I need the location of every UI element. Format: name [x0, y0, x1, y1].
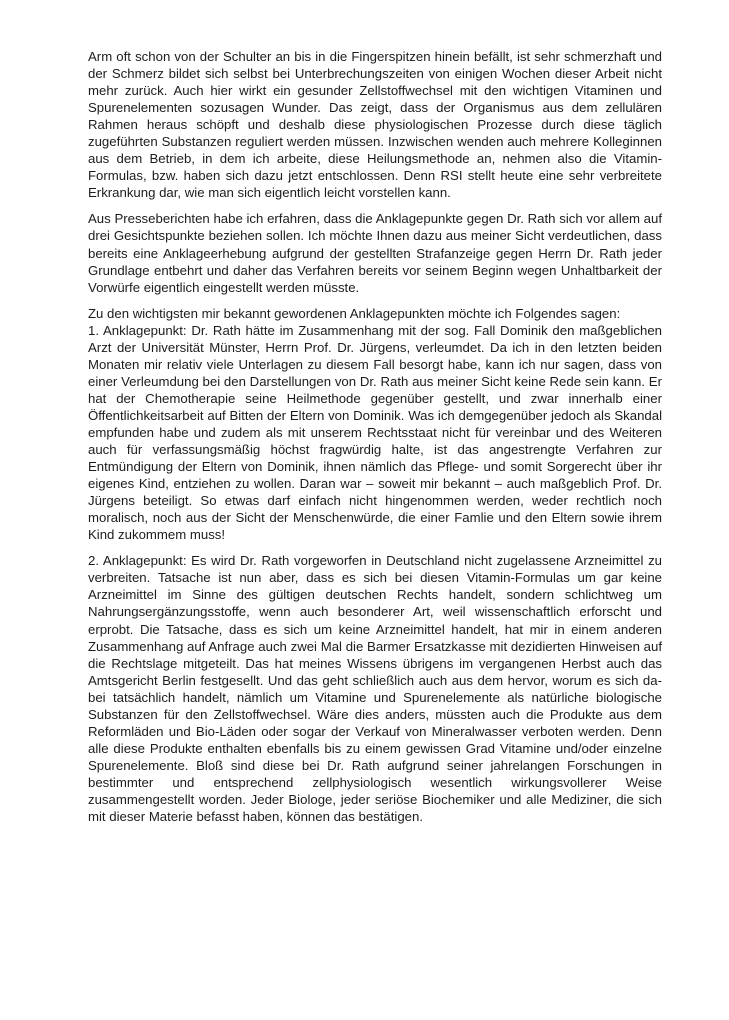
- paragraph-press-reports: Aus Presseberichten habe ich erfahren, dass die Anklagepunkte gegen Dr. Rath sich vor allem auf drei Gesichtspunkte beziehen sollen. Ich möchte Ihnen dazu aus meiner Sicht verdeutlichen, dass bereits eine Anklageerhebung aufgrund der gestellten Strafanzeige gegen Herrn Dr. Rath jeder Grundlage entbehrt und daher das Verfahren bereits vor seinem Beginn wegen Unhaltbarkeit der Vorwürfe eigentlich eingestellt werden müsste.: [88, 211, 662, 295]
- paragraph-charge-2: 2. Anklagepunkt: Es wird Dr. Rath vorgeworfen in Deutschland nicht zugelassene Arzneimittel zu verbreiten. Tatsache ist nun aber, dass es sich bei diesen Vitamin-Formulas um gar keine Arzneimittel im Sinne des gültigen deutschen Rechts handelt, sondern schlichtweg um Nahrungsergänzungsstoffe, wenn auch besonderer Art, weil wissenschaftlich erforscht und erprobt. Die Tatsache, dass es sich um keine Arzneimittel handelt, hat mir in einem anderen Zusammenhang auf Anfrage auch zwei Mal die Barmer Ersatzkasse mit dezidierten Hinweisen auf die Rechtslage mitgeteilt. Das hat meines Wissens übrigens im vergangenen Herbst auch das Amtsgericht Berlin festgesellt. Und das geht schließlich auch aus dem hervor, worum es sich dabei tatsächlich handelt, nämlich um Vitamine und Spurenelemente als natürliche biologische Substanzen für den Zellstoffwechsel. Wäre dies anders, müssten auch die Produkte aus dem Reformläden und Bio-Läden oder sogar der Verkauf von Mineralwasser verboten werden. Denn alle diese Produkte enthalten ebenfalls bis zu einem gewissen Grad Vitamine und/oder einzelne Spurenelemente. Bloß sind diese bei Dr. Rath aufgrund seiner jahrelangen Forschungen in bestimmter und entsprechend zellphysiologisch wesentlich wirkungsvollerer Weise zusammengestellt worden. Jeder Biologe, jeder seriöse Biochemiker und alle Mediziner, die sich mit dieser Materie befasst haben, können das bestätigen.: [88, 553, 662, 825]
- document-page: [88, 48, 662, 825]
- paragraph-rsi-symptoms: Arm oft schon von der Schulter an bis in die Fingerspitzen hinein befällt, ist sehr schmerzhaft und der Schmerz bildet sich selbst bei Unterbrechungszeiten von einigen Wochen dieser Arbeit nicht mehr zurück. Auch hier wirkt ein gesunder Zellstoffwechsel mit den wichtigen Vitaminen und Spurenelementen sozusagen Wunder. Das zeigt, dass der Organismus aus dem zellulären Rahmen heraus schöpft und deshalb diese physiologischen Prozesse durch diese täglich zugeführten Substanzen reguliert werden müssen. Inzwischen wenden auch mehrere Kolleginnen aus dem Betrieb, in dem ich arbeite, diese Heilungsmethode an, nehmen also die Vitamin-Formulas, bzw. haben sich dazu jetzt entschlossen. Denn RSI stellt heute eine sehr verbreitete Erkrankung dar, wie man sich eigentlich leicht vorstellen kann.: [88, 49, 662, 201]
- paragraph-charges-intro: Zu den wichtigsten mir bekannt gewordenen Anklagepunkten möchte ich Folgendes sagen:: [88, 305, 621, 321]
- paragraph-charge-1: 1. Anklagepunkt: Dr. Rath hätte im Zusammenhang mit der sog. Fall Dominik den maßgeblichen Arzt der Universität Münster, Herrn Prof. Dr. Jürgens, verleumdet. Da ich in den letzten beiden Monaten mir relativ viele Unterlagen zu diesem Fall besorgt habe, kann ich nur sagen, dass von einer Verleumdung bei den Darstellungen von Dr. Rath aus meiner Sicht keine Rede sein kann. Er hat der Chemotherapie seine Heilmethode gegenüber gestellt, und zwar innerhalb einer Öffentlichkeitsarbeit auf Bitten der Eltern von Dominik. Was ich demgegenüber jedoch als Skandal empfunden habe und zudem als mit unserem Rechtsstaat nicht für vereinbar und des Weiteren auch für verfassungsmäßig höchst fragwürdig halte, ist das angestrengte Verfahren zur Entmündigung der Eltern von Dominik, ihnen nämlich das Pflege- und somit Sorgerecht über ihr eigenes Kind, entziehen zu wollen. Daran war – soweit mir bekannt – auch maßgeblich Prof. Dr. Jürgens beteiligt. So etwas darf einfach nicht hingenommen werden, weder rechtlich noch moralisch, noch aus der Sicht der Menschenwürde, die einer Famlie und den Eltern sowie ihrem Kind zukommem muss!: [88, 322, 662, 543]
